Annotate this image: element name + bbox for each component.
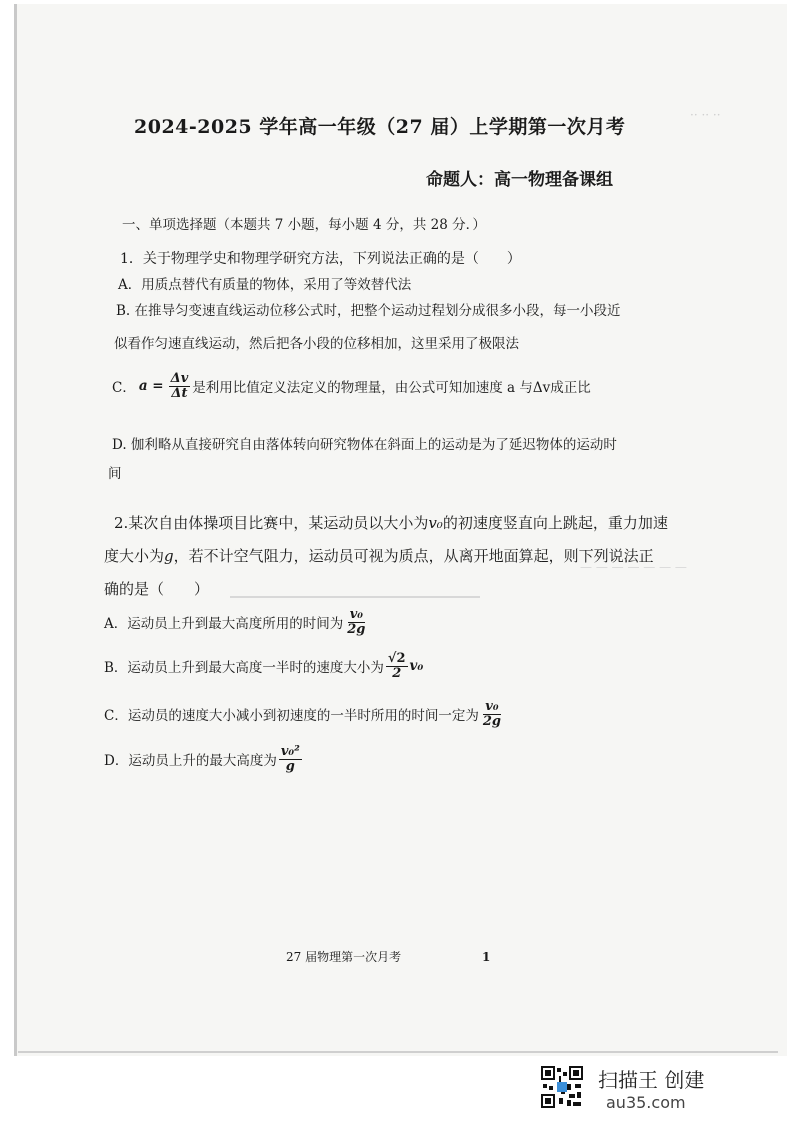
q2-option-a-numerator: v₀ bbox=[349, 607, 363, 622]
q2-option-a-fraction bbox=[345, 608, 367, 636]
q1-option-a: A．用质点替代有质量的物体，采用了等效替代法 bbox=[118, 277, 412, 293]
q1-option-d-line1: D. 伽利略从直接研究自由落体转向研究物体在斜面上的运动是为了延迟物体的运动时 bbox=[112, 437, 617, 453]
q2-option-b-fraction bbox=[386, 652, 408, 680]
q2-stem-line2 bbox=[104, 545, 654, 566]
q2-option-c-denominator: 2g bbox=[482, 713, 501, 729]
q1-option-c bbox=[112, 372, 591, 400]
bleed-through-text: ·· ·· ·· bbox=[690, 108, 721, 122]
scanner-brand-text: 扫描王 创建 bbox=[598, 1068, 705, 1092]
bleed-through-line bbox=[230, 596, 480, 598]
q2-option-a-text: A．运动员上升到最大高度所用的时间为 bbox=[104, 616, 344, 633]
q2-option-d-denominator: g bbox=[285, 758, 295, 774]
q2-option-b-text: B．运动员上升到最大高度一半时的速度大小为 bbox=[104, 660, 384, 677]
exam-title: 2024-2025 学年高一年级（27 届）上学期第一次月考 bbox=[134, 116, 626, 138]
page-number: 1 bbox=[482, 950, 491, 964]
q2-option-c-numerator: v₀ bbox=[485, 699, 499, 714]
q2-option-b-denominator: 2 bbox=[392, 665, 402, 681]
q2-variable-v0: v₀ bbox=[428, 514, 443, 532]
q2-option-a-denominator: 2g bbox=[347, 621, 366, 637]
qr-code-icon bbox=[541, 1066, 583, 1108]
q2-option-c bbox=[104, 700, 505, 728]
q1-option-b-line2: 似看作匀速直线运动，然后把各小段的位移相加，这里采用了极限法 bbox=[114, 336, 519, 352]
q2-stem-line1 bbox=[114, 512, 668, 533]
q2-option-d-numerator: v₀² bbox=[280, 744, 300, 759]
q2-option-d bbox=[104, 745, 304, 773]
exam-author: 命题人：高一物理备课组 bbox=[426, 170, 613, 190]
q2-option-a bbox=[104, 608, 369, 636]
section-header: 一、单项选择题（本题共 7 小题，每小题 4 分，共 28 分．） bbox=[122, 217, 486, 233]
q2-option-b bbox=[104, 652, 423, 680]
q1-option-b-line1: B. 在推导匀变速直线运动位移公式时，把整个运动过程划分成很多小段，每一小段近 bbox=[116, 303, 621, 319]
q2-stem-text: ，若不计空气阻力，运动员可视为质点，从离开地面算起，则下列说法正 bbox=[173, 547, 654, 565]
q1-formula-denominator: Δt bbox=[171, 385, 188, 401]
q1-option-c-prefix: C． bbox=[112, 380, 136, 397]
q2-stem-text: 度大小为 bbox=[104, 547, 165, 565]
q1-formula-numerator: Δv bbox=[170, 371, 189, 386]
q2-option-d-text: D．运动员上升的最大高度为 bbox=[104, 753, 277, 770]
q1-option-c-text: 是利用比值定义法定义的物理量，由公式可知加速度 a 与Δv成正比 bbox=[192, 380, 591, 397]
scanner-site-text: au35.com bbox=[606, 1093, 686, 1112]
q2-option-c-text: C．运动员的速度大小减小到初速度的一半时所用的时间一定为 bbox=[104, 708, 479, 725]
q2-variable-g: g bbox=[164, 547, 174, 565]
q1-option-d-line2: 间 bbox=[108, 466, 122, 482]
bleed-through-text: — — — — — — — bbox=[580, 560, 687, 574]
q1-formula-lhs: a = bbox=[138, 378, 164, 395]
page-footer-text: 27 届物理第一次月考 bbox=[286, 950, 402, 964]
q2-option-d-fraction bbox=[279, 745, 302, 773]
q2-stem-text: 2.某次自由体操项目比赛中，某运动员以大小为 bbox=[114, 514, 429, 532]
page-bottom-edge bbox=[18, 1051, 778, 1053]
q2-option-b-numerator: √2 bbox=[387, 651, 406, 666]
q1-formula-fraction bbox=[169, 372, 191, 400]
q2-stem-line3: 确的是（ ） bbox=[104, 580, 210, 598]
q2-option-b-v0: v₀ bbox=[409, 658, 424, 675]
q2-stem-text: 的初速度竖直向上跳起，重力加速 bbox=[442, 514, 668, 532]
q2-option-c-fraction bbox=[481, 700, 503, 728]
q1-stem: 1．关于物理学史和物理学研究方法，下列说法正确的是（ ） bbox=[120, 251, 521, 267]
